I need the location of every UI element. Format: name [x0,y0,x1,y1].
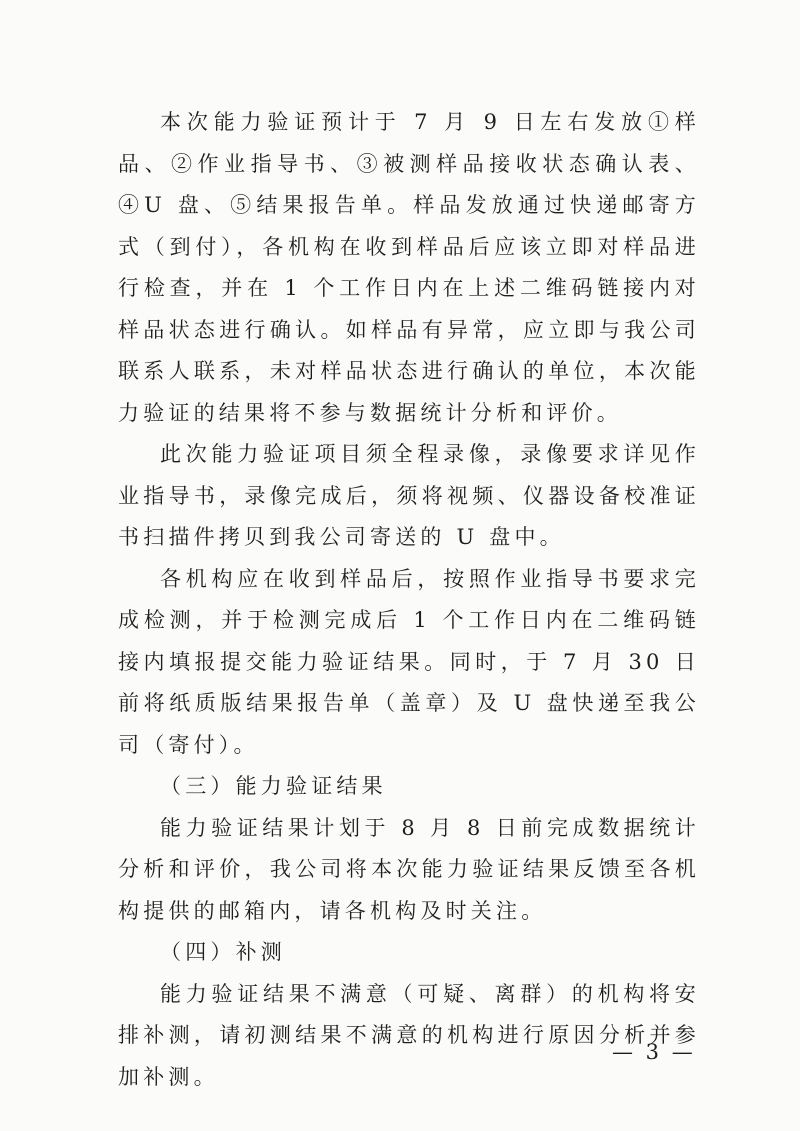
paragraph-sample-distribution: 本次能力验证预计于 7 月 9 日左右发放①样品、②作业指导书、③被测样品接收状态确认表、④U 盘、⑤结果报告单。样品发放通过快递邮寄方式（到付），各机构在收到样品后应该立即对样品进行检查，并在 1 个工作日内在上述二维码链接内对样品状态进行确认。如样品有异常，应立即与我公司联系人联系，未对样品状态进行确认的单位，本次能力验证的结果将不参与数据统计分析和评价。 [118,110,700,425]
document-body [118,102,700,1098]
paragraph-result-submission: 各机构应在收到样品后，按照作业指导书要求完成检测，并于检测完成后 1 个工作日内在二维码链接内填报提交能力验证结果。同时，于 7 月 30 日前将纸质版结果报告单（盖章）及 U 盘快递至我公司（寄付）。 [118,566,700,757]
paragraph-video-recording: 此次能力验证项目须全程录像，录像要求详见作业指导书，录像完成后，须将视频、仪器设备校准证书扫描件拷贝到我公司寄送的 U 盘中。 [118,442,700,549]
section-heading-retest: （四）补测 [160,940,286,964]
paragraph-results: 能力验证结果计划于 8 月 8 日前完成数据统计分析和评价，我公司将本次能力验证结果反馈至各机构提供的邮箱内，请各机构及时关注。 [118,815,700,923]
section-heading-results: （三）能力验证结果 [160,774,387,798]
paragraph-retest: 能力验证结果不满意（可疑、离群）的机构将安排补测，请初测结果不满意的机构进行原因分析并参加补测。 [118,981,700,1089]
page-number: — 3 — [612,1040,696,1064]
